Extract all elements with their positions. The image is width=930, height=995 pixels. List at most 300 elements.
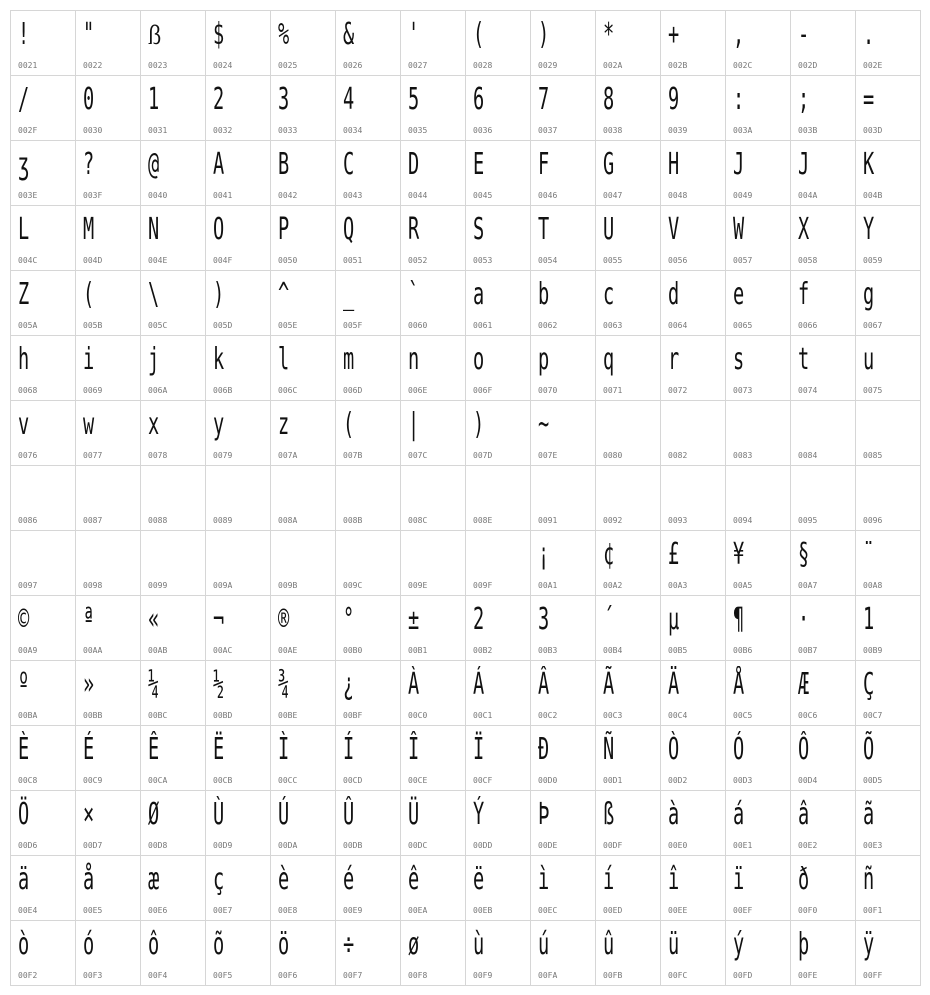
glyph-character: á (733, 797, 745, 832)
glyph-cell (466, 336, 531, 401)
glyph-codepoint-label: 003D (863, 126, 883, 135)
glyph-cell (141, 466, 206, 531)
glyph-cell (76, 76, 141, 141)
glyph-cell (466, 11, 531, 76)
glyph-cell (271, 921, 336, 986)
glyph-cell (531, 271, 596, 336)
glyph-cell (401, 661, 466, 726)
glyph-codepoint-label: 006A (148, 386, 168, 395)
glyph-codepoint-label: 00B9 (863, 646, 883, 655)
glyph-codepoint-label: 00F5 (213, 971, 233, 980)
glyph-cell (726, 206, 791, 271)
glyph-cell (531, 141, 596, 206)
glyph-character: C (343, 147, 355, 182)
glyph-codepoint-label: 0028 (473, 61, 493, 70)
glyph-codepoint-label: 00CB (213, 776, 233, 785)
glyph-codepoint-label: 00D1 (603, 776, 623, 785)
glyph-cell (791, 726, 856, 791)
glyph-character: Ý (473, 797, 485, 832)
glyph-character: ñ (863, 862, 875, 897)
glyph-cell (856, 726, 921, 791)
glyph-cell (76, 596, 141, 661)
glyph-character: Û (343, 797, 355, 832)
glyph-cell (596, 726, 661, 791)
glyph-codepoint-label: 0083 (733, 451, 753, 460)
glyph-codepoint-label: 002A (603, 61, 623, 70)
glyph-codepoint-label: 00CE (408, 776, 428, 785)
glyph-codepoint-label: 00BA (18, 711, 38, 720)
glyph-character: ï (733, 862, 745, 897)
glyph-cell (856, 271, 921, 336)
glyph-character: ʒ (18, 147, 30, 182)
glyph-cell (791, 206, 856, 271)
glyph-codepoint-label: 00CF (473, 776, 493, 785)
glyph-codepoint-label: 0065 (733, 321, 753, 330)
glyph-cell (531, 531, 596, 596)
glyph-character: 3 (538, 602, 550, 637)
glyph-character: / (18, 82, 30, 117)
glyph-character: D (408, 147, 420, 182)
glyph-cell (336, 726, 401, 791)
glyph-character: ö (278, 927, 290, 962)
glyph-cell (76, 921, 141, 986)
glyph-character: Ô (798, 732, 810, 767)
glyph-codepoint-label: 003B (798, 126, 818, 135)
glyph-character: 9 (668, 82, 680, 117)
glyph-character: l (278, 342, 290, 377)
glyph-cell (401, 336, 466, 401)
glyph-cell (271, 466, 336, 531)
glyph-cell (336, 401, 401, 466)
glyph-codepoint-label: 002D (798, 61, 818, 70)
glyph-codepoint-label: 0036 (473, 126, 493, 135)
glyph-codepoint-label: 00C7 (863, 711, 883, 720)
glyph-codepoint-label: 00B2 (473, 646, 493, 655)
glyph-codepoint-label: 00EC (538, 906, 558, 915)
glyph-character: Z (18, 277, 30, 312)
glyph-cell (76, 401, 141, 466)
glyph-character: d (668, 277, 680, 312)
glyph-cell (336, 76, 401, 141)
glyph-character: a (473, 277, 485, 312)
glyph-codepoint-label: 0043 (343, 191, 363, 200)
glyph-cell (336, 336, 401, 401)
glyph-character: J (733, 147, 745, 182)
glyph-codepoint-label: 0033 (278, 126, 298, 135)
glyph-cell (336, 271, 401, 336)
glyph-cell (466, 76, 531, 141)
glyph-codepoint-label: 0029 (538, 61, 558, 70)
glyph-codepoint-label: 00E3 (863, 841, 883, 850)
glyph-cell (791, 661, 856, 726)
glyph-codepoint-label: 00C1 (473, 711, 493, 720)
glyph-codepoint-label: 006F (473, 386, 493, 395)
glyph-character: à (668, 797, 680, 832)
glyph-character: Î (408, 732, 420, 767)
glyph-codepoint-label: 00F6 (278, 971, 298, 980)
glyph-character: w (83, 407, 95, 442)
glyph-codepoint-label: 00C8 (18, 776, 38, 785)
glyph-cell (856, 531, 921, 596)
glyph-codepoint-label: 0054 (538, 256, 558, 265)
glyph-character: º (18, 667, 30, 702)
glyph-cell (726, 271, 791, 336)
glyph-cell (11, 206, 76, 271)
glyph-codepoint-label: 0072 (668, 386, 688, 395)
glyph-character: ® (278, 602, 290, 637)
glyph-cell (596, 11, 661, 76)
glyph-cell (856, 141, 921, 206)
glyph-codepoint-label: 002C (733, 61, 753, 70)
glyph-codepoint-label: 0093 (668, 516, 688, 525)
glyph-cell (76, 141, 141, 206)
glyph-codepoint-label: 00A2 (603, 581, 623, 590)
glyph-codepoint-label: 00FD (733, 971, 753, 980)
glyph-codepoint-label: 007A (278, 451, 298, 460)
glyph-cell (466, 726, 531, 791)
glyph-cell (531, 466, 596, 531)
glyph-cell (336, 141, 401, 206)
glyph-cell (336, 791, 401, 856)
glyph-character: r (668, 342, 680, 377)
glyph-character: H (668, 147, 680, 182)
glyph-character: j (148, 342, 160, 377)
glyph-character: ½ (213, 667, 225, 702)
glyph-cell (11, 726, 76, 791)
glyph-codepoint-label: 008A (278, 516, 298, 525)
glyph-cell (141, 856, 206, 921)
glyph-cell (726, 921, 791, 986)
glyph-cell (531, 11, 596, 76)
glyph-codepoint-label: 006C (278, 386, 298, 395)
glyph-cell (401, 791, 466, 856)
glyph-character: ç (213, 862, 225, 897)
glyph-character: ¶ (733, 602, 745, 637)
glyph-codepoint-label: 0046 (538, 191, 558, 200)
glyph-character: ¡ (538, 537, 550, 572)
glyph-character: Ö (18, 797, 30, 832)
glyph-character: X (798, 212, 810, 247)
glyph-codepoint-label: 0031 (148, 126, 168, 135)
glyph-codepoint-label: 0025 (278, 61, 298, 70)
glyph-character: » (83, 667, 95, 702)
glyph-cell (206, 271, 271, 336)
glyph-cell (141, 661, 206, 726)
glyph-character: u (863, 342, 875, 377)
glyph-cell (336, 466, 401, 531)
glyph-codepoint-label: 005B (83, 321, 103, 330)
glyph-character: © (18, 602, 30, 637)
glyph-codepoint-label: 0079 (213, 451, 233, 460)
glyph-character: ò (18, 927, 30, 962)
glyph-character: Á (473, 667, 485, 702)
glyph-cell (466, 466, 531, 531)
glyph-cell (856, 921, 921, 986)
glyph-character: ? (83, 147, 95, 182)
glyph-character: « (148, 602, 160, 637)
glyph-character: Â (538, 667, 550, 702)
glyph-cell (206, 336, 271, 401)
glyph-character: F (538, 147, 550, 182)
glyph-codepoint-label: 00BF (343, 711, 363, 720)
glyph-codepoint-label: 0085 (863, 451, 883, 460)
glyph-cell (726, 596, 791, 661)
glyph-codepoint-label: 006B (213, 386, 233, 395)
glyph-codepoint-label: 0021 (18, 61, 38, 70)
glyph-character: ý (733, 927, 745, 962)
glyph-codepoint-label: 0052 (408, 256, 428, 265)
glyph-codepoint-label: 0037 (538, 126, 558, 135)
glyph-character: ´ (603, 602, 615, 637)
glyph-codepoint-label: 00FF (863, 971, 883, 980)
glyph-cell (791, 466, 856, 531)
glyph-character: È (18, 732, 30, 767)
glyph-character: Ã (603, 667, 615, 702)
glyph-cell (11, 141, 76, 206)
glyph-character: ú (538, 927, 550, 962)
glyph-cell (11, 11, 76, 76)
glyph-cell (206, 661, 271, 726)
glyph-codepoint-label: 00DB (343, 841, 363, 850)
glyph-character: ¿ (343, 667, 355, 702)
glyph-character: ¼ (148, 667, 160, 702)
glyph-codepoint-label: 0099 (148, 581, 168, 590)
glyph-cell (856, 11, 921, 76)
glyph-cell (661, 466, 726, 531)
glyph-character: í (603, 862, 615, 897)
glyph-character: q (603, 342, 615, 377)
glyph-cell (596, 271, 661, 336)
glyph-codepoint-label: 0076 (18, 451, 38, 460)
glyph-codepoint-label: 00D8 (148, 841, 168, 850)
glyph-character: E (473, 147, 485, 182)
glyph-cell (206, 401, 271, 466)
glyph-codepoint-label: 0044 (408, 191, 428, 200)
glyph-cell (11, 921, 76, 986)
glyph-character: ¢ (603, 537, 615, 572)
glyph-character: 0 (83, 82, 95, 117)
glyph-cell (271, 76, 336, 141)
glyph-codepoint-label: 0047 (603, 191, 623, 200)
glyph-character: ( (473, 17, 485, 52)
glyph-cell (661, 271, 726, 336)
glyph-character: 8 (603, 82, 615, 117)
glyph-character: h (18, 342, 30, 377)
glyph-cell (401, 11, 466, 76)
glyph-codepoint-label: 00EF (733, 906, 753, 915)
glyph-character: = (863, 82, 875, 117)
glyph-character: 3 (278, 82, 290, 117)
glyph-codepoint-label: 0070 (538, 386, 558, 395)
glyph-cell (791, 856, 856, 921)
glyph-cell (206, 206, 271, 271)
glyph-character: \ (148, 277, 160, 312)
glyph-character: $ (213, 17, 225, 52)
glyph-codepoint-label: 00C3 (603, 711, 623, 720)
glyph-codepoint-label: 00F4 (148, 971, 168, 980)
glyph-character: ¬ (213, 602, 225, 637)
glyph-cell (401, 401, 466, 466)
glyph-character: ê (408, 862, 420, 897)
glyph-codepoint-label: 007C (408, 451, 428, 460)
glyph-cell (466, 791, 531, 856)
glyph-character: 4 (343, 82, 355, 117)
glyph-character: è (278, 862, 290, 897)
glyph-cell (726, 76, 791, 141)
glyph-character: P (278, 212, 290, 247)
glyph-cell (726, 856, 791, 921)
glyph-cell (271, 271, 336, 336)
glyph-codepoint-label: 0063 (603, 321, 623, 330)
glyph-codepoint-label: 00C9 (83, 776, 103, 785)
glyph-codepoint-label: 004B (863, 191, 883, 200)
glyph-codepoint-label: 00F3 (83, 971, 103, 980)
glyph-cell (726, 791, 791, 856)
glyph-codepoint-label: 0078 (148, 451, 168, 460)
glyph-codepoint-label: 00B3 (538, 646, 558, 655)
glyph-codepoint-label: 00E5 (83, 906, 103, 915)
glyph-cell (531, 76, 596, 141)
glyph-character: ` (408, 277, 420, 312)
glyph-codepoint-label: 0061 (473, 321, 493, 330)
glyph-character: . (863, 17, 875, 52)
glyph-codepoint-label: 00B0 (343, 646, 363, 655)
glyph-codepoint-label: 00FE (798, 971, 818, 980)
glyph-codepoint-label: 005F (343, 321, 363, 330)
glyph-cell (401, 466, 466, 531)
glyph-codepoint-label: 00B6 (733, 646, 753, 655)
glyph-cell (11, 661, 76, 726)
glyph-codepoint-label: 0069 (83, 386, 103, 395)
glyph-codepoint-label: 0050 (278, 256, 298, 265)
glyph-codepoint-label: 0032 (213, 126, 233, 135)
glyph-codepoint-label: 0084 (798, 451, 818, 460)
glyph-cell (726, 401, 791, 466)
glyph-codepoint-label: 00F9 (473, 971, 493, 980)
glyph-cell (531, 856, 596, 921)
glyph-codepoint-label: 0071 (603, 386, 623, 395)
glyph-codepoint-label: 0039 (668, 126, 688, 135)
glyph-character: L (18, 212, 30, 247)
glyph-cell (791, 271, 856, 336)
glyph-cell (596, 206, 661, 271)
glyph-cell (856, 401, 921, 466)
glyph-cell (141, 141, 206, 206)
glyph-character: þ (798, 927, 810, 962)
glyph-character: & (343, 17, 355, 52)
glyph-codepoint-label: 0094 (733, 516, 753, 525)
glyph-codepoint-label: 00DD (473, 841, 493, 850)
glyph-codepoint-label: 00E7 (213, 906, 233, 915)
glyph-character: ð (798, 862, 810, 897)
glyph-cell (336, 596, 401, 661)
glyph-codepoint-label: 00BC (148, 711, 168, 720)
glyph-character: ( (83, 277, 95, 312)
glyph-codepoint-label: 00C0 (408, 711, 428, 720)
glyph-codepoint-label: 00AC (213, 646, 233, 655)
glyph-codepoint-label: 00EA (408, 906, 428, 915)
glyph-codepoint-label: 004F (213, 256, 233, 265)
glyph-codepoint-label: 00F0 (798, 906, 818, 915)
glyph-cell (791, 76, 856, 141)
glyph-cell (206, 76, 271, 141)
glyph-character: æ (148, 862, 160, 897)
glyph-codepoint-label: 00FA (538, 971, 558, 980)
glyph-cell (791, 531, 856, 596)
glyph-cell (661, 76, 726, 141)
glyph-character: @ (148, 147, 160, 182)
glyph-cell (401, 531, 466, 596)
glyph-character: ~ (538, 407, 550, 442)
glyph-codepoint-label: 00D9 (213, 841, 233, 850)
glyph-codepoint-label: 0095 (798, 516, 818, 525)
glyph-character: å (83, 862, 95, 897)
glyph-character: 1 (148, 82, 160, 117)
glyph-cell (141, 11, 206, 76)
glyph-character: Í (343, 732, 355, 767)
glyph-codepoint-label: 002B (668, 61, 688, 70)
glyph-cell (596, 401, 661, 466)
glyph-codepoint-label: 006D (343, 386, 363, 395)
glyph-cell (206, 856, 271, 921)
glyph-character: 2 (473, 602, 485, 637)
glyph-character: Ò (668, 732, 680, 767)
glyph-cell (596, 531, 661, 596)
glyph-codepoint-label: 003A (733, 126, 753, 135)
glyph-character: Ð (538, 732, 550, 767)
glyph-cell (76, 11, 141, 76)
glyph-cell (11, 466, 76, 531)
glyph-codepoint-label: 00E6 (148, 906, 168, 915)
glyph-character: - (798, 17, 810, 52)
glyph-character: Ñ (603, 732, 615, 767)
glyph-cell (206, 726, 271, 791)
glyph-codepoint-label: 00BB (83, 711, 103, 720)
glyph-codepoint-label: 00F7 (343, 971, 363, 980)
glyph-cell (726, 141, 791, 206)
glyph-codepoint-label: 009C (343, 581, 363, 590)
glyph-codepoint-label: 0098 (83, 581, 103, 590)
glyph-cell (76, 726, 141, 791)
glyph-character: ó (83, 927, 95, 962)
glyph-character: U (603, 212, 615, 247)
glyph-codepoint-label: 0091 (538, 516, 558, 525)
glyph-cell (661, 856, 726, 921)
glyph-character: Q (343, 212, 355, 247)
glyph-codepoint-label: 005E (278, 321, 298, 330)
glyph-cell (596, 921, 661, 986)
glyph-chart-grid (10, 10, 921, 986)
glyph-character: ü (668, 927, 680, 962)
glyph-character: ª (83, 602, 95, 637)
glyph-cell (401, 856, 466, 921)
glyph-character: " (83, 17, 95, 52)
glyph-cell (791, 596, 856, 661)
glyph-character: i (83, 342, 95, 377)
glyph-cell (206, 531, 271, 596)
glyph-codepoint-label: 0077 (83, 451, 103, 460)
glyph-codepoint-label: 00FC (668, 971, 688, 980)
glyph-character: x (148, 407, 160, 442)
glyph-codepoint-label: 0041 (213, 191, 233, 200)
glyph-cell (141, 401, 206, 466)
glyph-cell (726, 11, 791, 76)
glyph-codepoint-label: 00CA (148, 776, 168, 785)
glyph-codepoint-label: 006E (408, 386, 428, 395)
glyph-codepoint-label: 009A (213, 581, 233, 590)
glyph-character: ã (863, 797, 875, 832)
glyph-cell (661, 791, 726, 856)
